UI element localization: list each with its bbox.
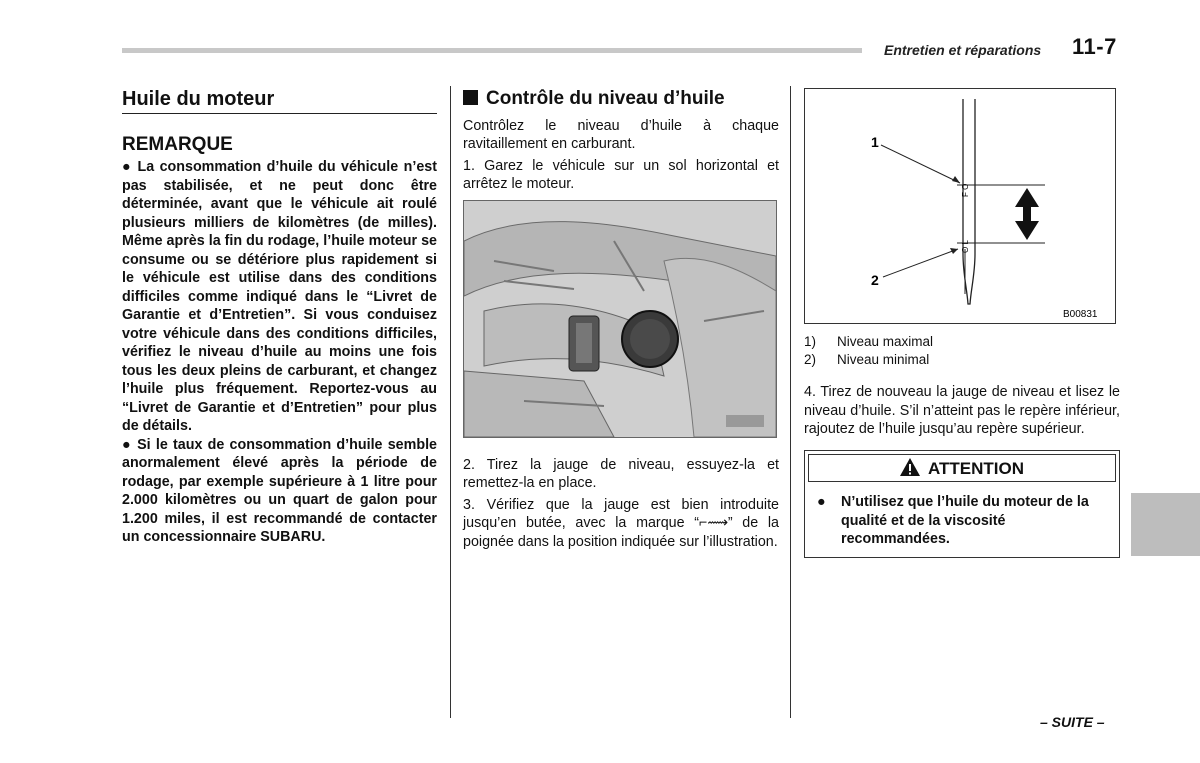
- continued-footer: – SUITE –: [1040, 714, 1105, 730]
- chapter-thumb-tab: [1131, 493, 1200, 556]
- intro-text: Contrôlez le niveau d’huile à chaque ravitaillement en carburant.: [463, 117, 779, 152]
- legend-item: 2) Niveau minimal: [804, 352, 930, 367]
- column-engine-oil: [122, 88, 437, 547]
- remark-bullet: ● Si le taux de consommation d’huile semble anormalement élevé après la période de rodage, par exemple supérieure à 1 litre pour 2.000 kilomètres ou un quart de galon pour 1.200 miles, il est recommandé de contacter un concessionnaire SUBARU.: [122, 436, 437, 545]
- step-4: 4. Tirez de nouveau la jauge de niveau et lisez le niveau d’huile. S’il n’atteint pas le repère inférieur, rajoutez de l’huile jusqu’au repère supérieur.: [804, 384, 1120, 437]
- attention-box: [804, 450, 1120, 558]
- section-title: Huile du moteur: [122, 90, 437, 114]
- diagram-legend: [804, 333, 1120, 369]
- page-number: 11-7: [1072, 34, 1117, 59]
- subsection-title-text: Contrôle du niveau d’huile: [486, 88, 725, 109]
- header-rule: [122, 48, 862, 53]
- figure-code: B00831: [1063, 309, 1098, 320]
- column-divider: [450, 86, 451, 718]
- engine-photo-illustration: [464, 201, 776, 437]
- warning-triangle-icon: [900, 458, 920, 476]
- header-section-title: Entretien et réparations: [884, 42, 1042, 58]
- dipstick-illustration: [805, 89, 1115, 323]
- legend-item: 1) Niveau maximal: [804, 334, 934, 349]
- attention-header: [808, 454, 1116, 483]
- step-1: 1. Garez le véhicule sur un sol horizontal et arrêtez le moteur.: [463, 157, 779, 192]
- remark-heading: REMARQUE: [122, 133, 233, 155]
- step-2: 2. Tirez la jauge de niveau, essuyez-la et remettez-la en place.: [463, 456, 779, 491]
- remark-bullet: ● La consommation d’huile du véhicule n’est pas stabilisée, et ne peut donc être déterminée, avant que le véhicule ait roulé plusieurs milliers de kilomètres (de milles). Même après la fin du rodage, l’huile moteur se consume ou se détériore plus rapidement si le véhicule est utilise dans des conditions difficiles comme indiqué dans le “Livret de Garantie et d’Entretien”. Si vous conduisez votre véhicule dans des conditions difficiles, vérifiez le niveau d’huile au moins une fois tous les deux pleins de carburant, et changez l’huile plus fréquement. Reportez-vous au “Livret de Garantie et d’Entretien” pour plus de détails.: [122, 159, 437, 434]
- dipstick-diagram: [804, 88, 1116, 324]
- mark-upper-text: F O: [961, 183, 970, 197]
- attention-bullet: ●: [817, 494, 826, 510]
- subsection-title: [463, 90, 779, 109]
- column-dipstick: [804, 88, 1120, 558]
- callout-1: 1: [871, 134, 879, 150]
- engine-photo: [463, 200, 777, 438]
- column-divider: [790, 86, 791, 718]
- range-arrow-icon: [1015, 188, 1039, 240]
- square-bullet-icon: [463, 90, 478, 105]
- column-oil-check: [463, 88, 779, 551]
- attention-content: [805, 485, 1119, 557]
- attention-text: N’utilisez que l’huile du moteur de la qualité et de la viscosité recommandées.: [841, 494, 1089, 547]
- callout-2: 2: [871, 272, 879, 288]
- attention-title: ATTENTION: [927, 458, 1024, 478]
- mark-lower-text: O L: [961, 240, 970, 253]
- step-3: 3. Vérifiez que la jauge est bien introduite jusqu’en butée, avec la marque “⌐⟿” de la poignée dans la position indiquée sur l’illustration.: [463, 496, 779, 550]
